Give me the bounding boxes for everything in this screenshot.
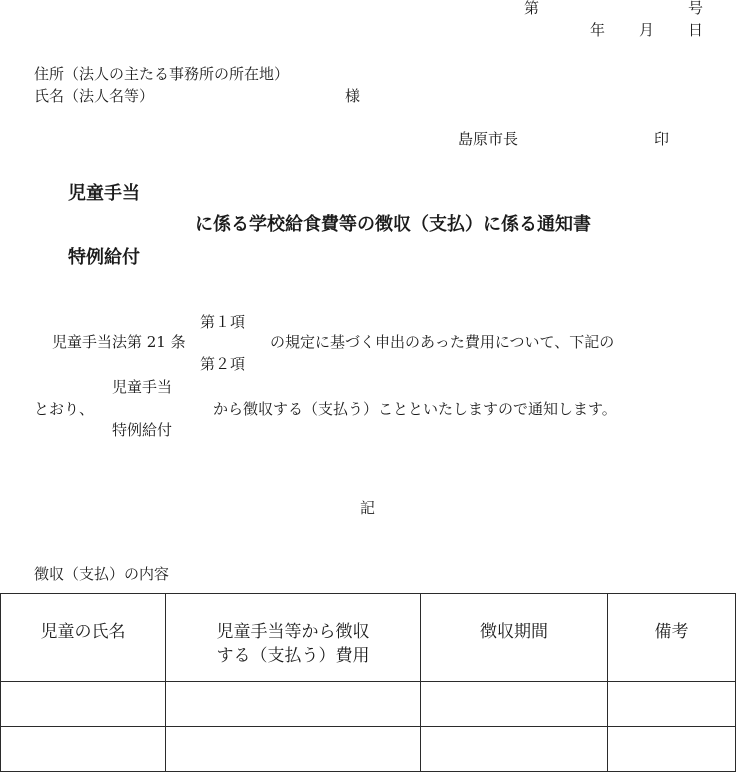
body-option-child-allowance: 児童手当 — [112, 378, 173, 396]
table-cell[interactable] — [608, 682, 736, 727]
name-label: 氏名（法人名等） — [34, 87, 155, 105]
table-cell[interactable] — [1, 727, 166, 772]
table-header-row — [1, 594, 736, 682]
table-cell[interactable] — [421, 682, 608, 727]
table-cell[interactable] — [608, 727, 736, 772]
body-law: 児童手当法第 21 条 — [52, 333, 186, 351]
body-text1: の規定に基づく申出のあった費用について、下記の — [270, 333, 615, 351]
date-month: 月 — [639, 21, 655, 39]
table-row — [1, 727, 736, 772]
table-cell[interactable] — [166, 682, 421, 727]
honorific: 様 — [345, 87, 361, 105]
table-cell[interactable] — [421, 727, 608, 772]
number-suffix: 号 — [688, 0, 704, 17]
body-toori: とおり、 — [34, 400, 95, 418]
body-text2: から徴収する（支払う）ことといたしますので通知します。 — [213, 400, 617, 418]
seal-mark: 印 — [654, 130, 670, 148]
header-cost: 児童手当等から徴収 する（支払う）費用 — [166, 594, 421, 682]
date-year: 年 — [590, 21, 606, 39]
header-child-name: 児童の氏名 — [1, 594, 166, 682]
table-cell[interactable] — [166, 727, 421, 772]
ki-label: 記 — [360, 499, 376, 517]
header-remarks: 備考 — [608, 594, 736, 682]
section-label: 徴収（支払）の内容 — [34, 565, 170, 583]
body-option-special-benefit: 特例給付 — [112, 421, 173, 439]
title-option-special-benefit: 特例給付 — [68, 247, 140, 268]
address-label: 住所（法人の主たる事務所の所在地） — [34, 65, 290, 83]
body-item2: 第２項 — [200, 355, 246, 373]
number-prefix: 第 — [524, 0, 540, 17]
body-item1: 第１項 — [200, 313, 246, 331]
header-period: 徴収期間 — [421, 594, 608, 682]
mayor-label: 島原市長 — [458, 130, 519, 148]
date-day: 日 — [688, 21, 704, 39]
page-title: に係る学校給食費等の徴収（支払）に係る通知書 — [195, 214, 591, 235]
table-row — [1, 682, 736, 727]
contents-table — [0, 593, 736, 772]
title-option-child-allowance: 児童手当 — [68, 183, 140, 204]
table-cell[interactable] — [1, 682, 166, 727]
